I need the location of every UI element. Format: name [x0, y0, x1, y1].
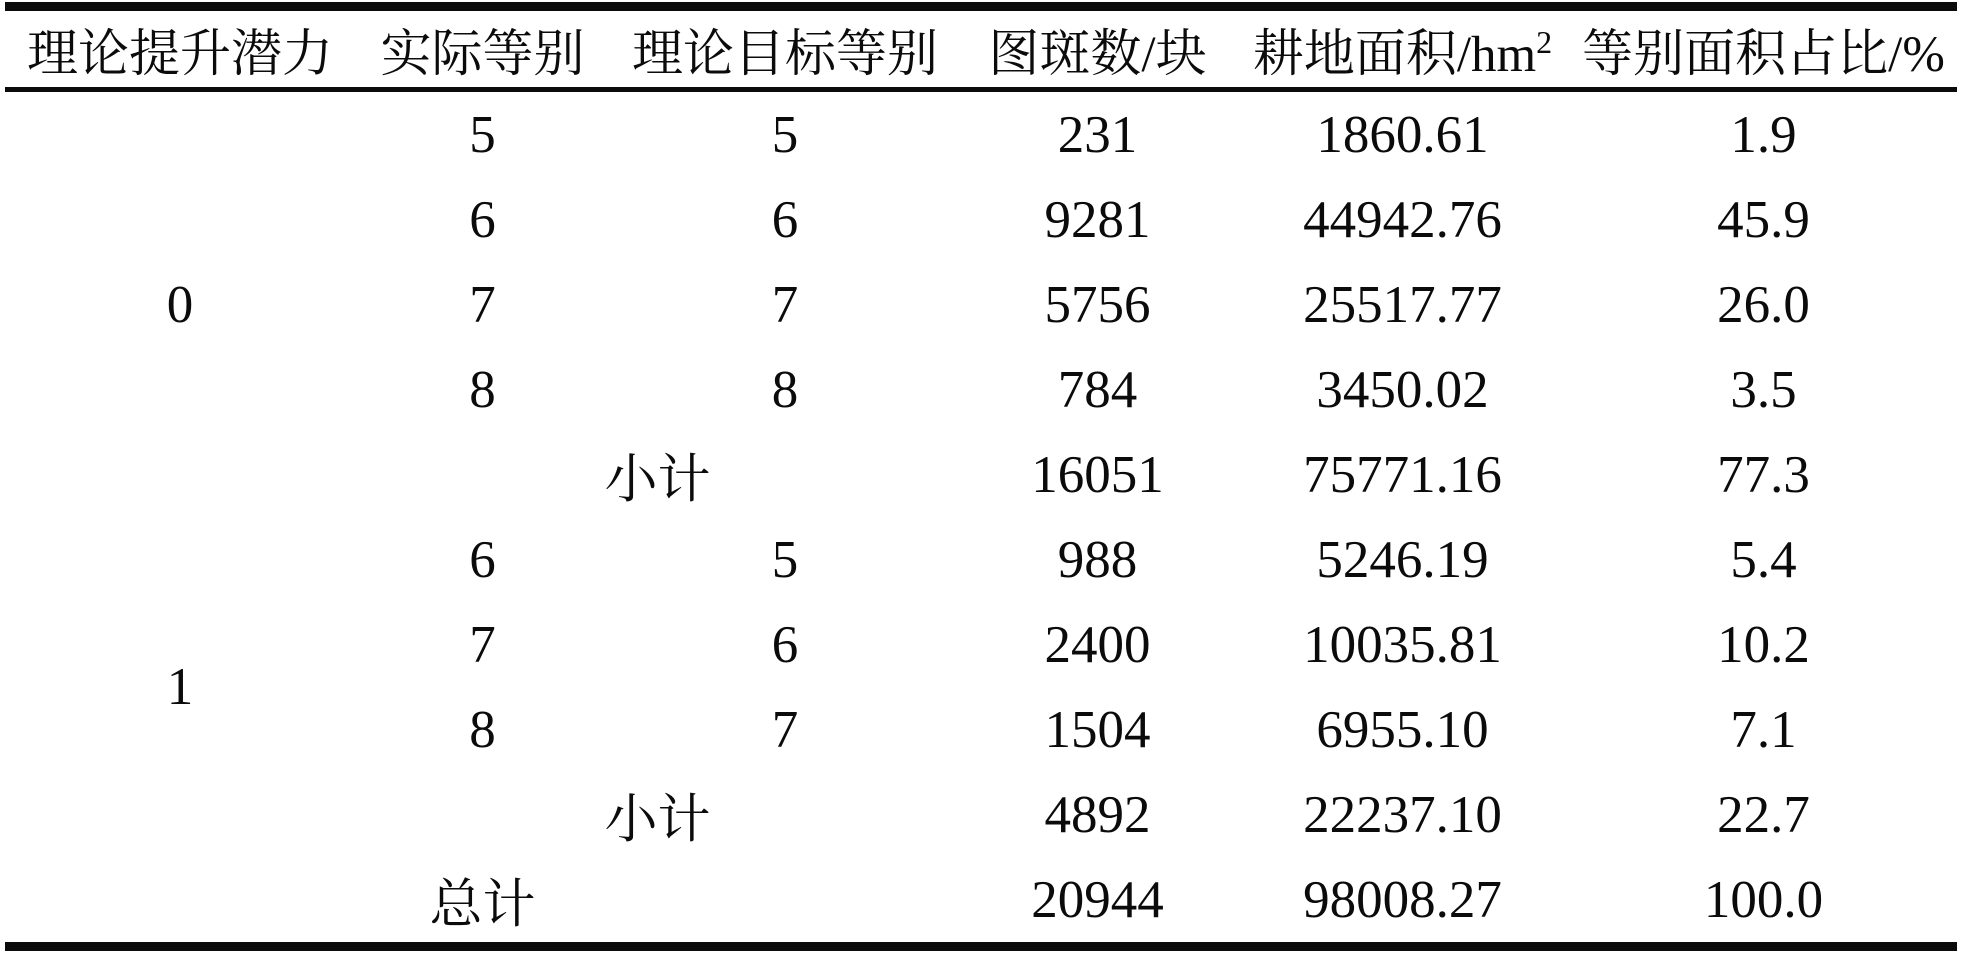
- cell-share: 1.9: [1730, 105, 1797, 164]
- col-header-target-grade: 理论目标等别: [610, 7, 960, 90]
- col-header-patch-count: 图斑数/块: [960, 7, 1235, 90]
- cell-share: 77.3: [1717, 445, 1810, 504]
- cell-area: 10035.81: [1303, 615, 1502, 674]
- table-header: [5, 7, 1957, 90]
- subtotal-label-cell: 小计: [604, 790, 711, 849]
- cell-patch-count: 9281: [1044, 190, 1151, 249]
- cell-target-grade: 5: [771, 530, 799, 589]
- cell-patch-count: 4892: [1044, 785, 1151, 844]
- col-header-area: [1235, 7, 1570, 90]
- cell-patch-count: 988: [1057, 530, 1138, 589]
- cell-patch-count: 5756: [1044, 275, 1151, 334]
- cell-area: 25517.77: [1303, 275, 1502, 334]
- group-1-potential-cell: 1: [166, 658, 194, 716]
- table-body: [5, 90, 1957, 947]
- cell-share: 26.0: [1717, 275, 1810, 334]
- total-row: [5, 857, 1957, 947]
- cell-area: 98008.27: [1303, 870, 1502, 929]
- cell-patch-count: 16051: [1031, 445, 1164, 504]
- cell-area: 75771.16: [1303, 445, 1502, 504]
- cell-target-grade: 5: [771, 105, 799, 164]
- subtotal-label-cell: 小计: [604, 450, 711, 509]
- cell-target-grade: 7: [771, 700, 799, 759]
- cell-area: 44942.76: [1303, 190, 1502, 249]
- cell-area: 1860.61: [1316, 105, 1489, 164]
- cell-share: 100.0: [1703, 870, 1824, 929]
- grade-potential-table: [5, 2, 1957, 951]
- cell-patch-count: 1504: [1044, 700, 1151, 759]
- cell-target-grade: 6: [771, 190, 799, 249]
- cell-share: 22.7: [1717, 785, 1810, 844]
- cell-actual-grade: 6: [469, 530, 496, 589]
- cell-area: 22237.10: [1303, 785, 1502, 844]
- cell-patch-count: 231: [1057, 105, 1138, 164]
- cell-patch-count: 784: [1057, 360, 1138, 419]
- cell-target-grade: 7: [771, 275, 799, 334]
- cell-actual-grade: 5: [469, 105, 496, 164]
- cell-actual-grade: 8: [469, 700, 496, 759]
- table-row: [5, 90, 1957, 178]
- cell-actual-grade: 7: [469, 275, 496, 334]
- header-row: [5, 7, 1957, 90]
- cell-actual-grade: 6: [469, 190, 496, 249]
- col-header-potential: 理论提升潜力: [5, 7, 355, 90]
- cell-target-grade: 8: [771, 360, 799, 419]
- cell-share: 3.5: [1730, 360, 1797, 419]
- cell-area: 6955.10: [1316, 700, 1489, 759]
- cell-target-grade: 6: [771, 615, 799, 674]
- cell-patch-count: 20944: [1031, 870, 1164, 929]
- cell-share: 10.2: [1717, 615, 1810, 674]
- cell-share: 7.1: [1730, 700, 1797, 759]
- col-header-share: 等别面积占比/%: [1570, 7, 1957, 90]
- cell-area: 5246.19: [1316, 530, 1489, 589]
- table-row: [5, 517, 1957, 602]
- cell-share: 5.4: [1730, 530, 1797, 589]
- group-0-potential-cell: 0: [166, 275, 194, 334]
- cell-actual-grade: 7: [469, 615, 496, 674]
- cell-actual-grade: 8: [469, 360, 496, 419]
- cell-area: 3450.02: [1316, 360, 1489, 419]
- col-header-area-superscript: 2: [1536, 24, 1553, 60]
- col-header-area-label: 耕地面积/hm: [1252, 27, 1537, 83]
- total-label-cell: 总计: [429, 875, 536, 934]
- col-header-actual-grade: 实际等别: [355, 7, 610, 90]
- cell-patch-count: 2400: [1044, 615, 1151, 674]
- cell-share: 45.9: [1717, 190, 1810, 249]
